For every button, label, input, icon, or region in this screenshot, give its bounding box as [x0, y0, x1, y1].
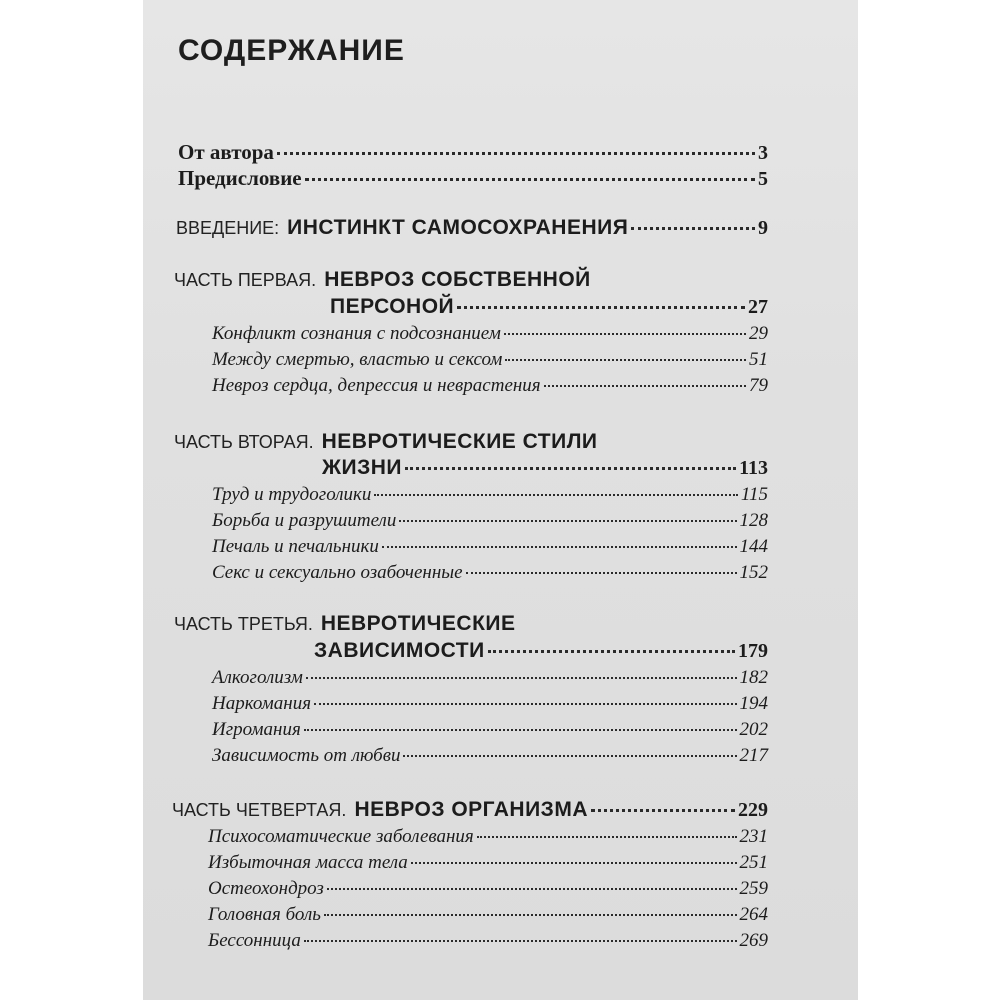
chapter-label: Между смертью, властью и сексом	[212, 349, 503, 370]
part-heading-line2	[322, 456, 768, 480]
leader-dots	[314, 703, 736, 705]
toc-entry-page: 27	[748, 296, 768, 318]
chapter-entry	[212, 375, 768, 397]
chapter-entry	[212, 745, 768, 767]
leader-dots	[488, 650, 735, 653]
chapter-page: 217	[739, 745, 768, 766]
leader-dots	[382, 546, 737, 548]
chapter-label: Бессонница	[208, 930, 301, 951]
chapter-label: Секс и сексуально озабоченные	[212, 562, 463, 583]
chapter-page: 51	[749, 349, 768, 370]
chapter-label: Конфликт сознания с подсознанием	[212, 323, 501, 344]
chapter-entry	[212, 536, 768, 558]
chapter-entry	[212, 349, 768, 371]
section-prefix: ЧАСТЬ ЧЕТВЕРТАЯ.	[172, 800, 347, 820]
chapter-label: Невроз сердца, депрессия и неврастения	[212, 375, 541, 396]
toc-entry-author	[178, 140, 768, 165]
toc-entry-label: От автора	[178, 140, 274, 164]
leader-dots	[405, 467, 736, 470]
section-title-line1: НЕВРОЗ СОБСТВЕННОЙ	[324, 268, 591, 291]
leader-dots	[374, 494, 738, 496]
chapter-page: 79	[749, 375, 768, 396]
toc-entry-preface	[178, 166, 768, 191]
chapter-entry	[212, 323, 768, 345]
section-title: НЕВРОЗ ОРГАНИЗМА	[354, 798, 588, 821]
page-title: СОДЕРЖАНИЕ	[178, 34, 405, 67]
part-heading	[174, 268, 591, 292]
part-heading	[174, 612, 516, 636]
leader-dots	[327, 888, 737, 890]
toc-entry-page: 3	[758, 142, 768, 164]
toc-entry-introduction	[176, 216, 768, 240]
chapter-label: Борьба и разрушители	[212, 510, 397, 531]
toc-entry-label: Предисловие	[178, 166, 302, 190]
section-title-line1: НЕВРОТИЧЕСКИЕ	[320, 612, 516, 635]
leader-dots	[403, 755, 736, 757]
leader-dots	[504, 333, 746, 335]
leader-dots	[306, 677, 737, 679]
chapter-label: Игромания	[212, 719, 301, 740]
chapter-label: Труд и трудоголики	[212, 484, 372, 505]
chapter-page: 202	[739, 719, 768, 740]
section-prefix: ЧАСТЬ ТРЕТЬЯ.	[174, 614, 313, 634]
chapter-label: Наркомания	[212, 693, 312, 714]
chapter-page: 264	[739, 904, 768, 925]
toc-entry-page: 113	[739, 457, 768, 479]
toc-entry-page: 5	[758, 168, 768, 190]
chapter-page: 231	[739, 826, 768, 847]
chapter-page: 144	[739, 536, 768, 557]
chapter-entry	[208, 878, 768, 900]
toc-entry-page: 179	[738, 640, 768, 662]
leader-dots	[399, 520, 736, 522]
chapter-label: Психосоматические заболевания	[208, 826, 474, 847]
chapter-entry	[208, 904, 768, 926]
chapter-label: Зависимость от любви	[212, 745, 401, 766]
chapter-page: 152	[739, 562, 768, 583]
chapter-entry	[208, 826, 768, 848]
leader-dots	[631, 227, 755, 230]
leader-dots	[505, 359, 746, 361]
part-heading	[172, 798, 768, 822]
part-heading	[174, 430, 598, 454]
leader-dots	[324, 914, 737, 916]
chapter-page: 194	[739, 693, 768, 714]
chapter-page: 269	[739, 930, 768, 951]
chapter-entry	[212, 484, 768, 506]
leader-dots	[277, 152, 755, 155]
leader-dots	[591, 809, 735, 812]
leader-dots	[544, 385, 746, 387]
chapter-label: Головная боль	[208, 904, 321, 925]
section-title-line2: ПЕРСОНОЙ	[330, 295, 455, 318]
leader-dots	[411, 862, 737, 864]
chapter-entry	[212, 510, 768, 532]
leader-dots	[466, 572, 737, 574]
toc-entry-page: 229	[738, 799, 768, 821]
chapter-label: Алкоголизм	[212, 667, 303, 688]
chapter-entry	[212, 719, 768, 741]
section-prefix: ЧАСТЬ ВТОРАЯ.	[174, 432, 314, 452]
chapter-label: Избыточная масса тела	[208, 852, 408, 873]
section-title: ИНСТИНКТ САМОСОХРАНЕНИЯ	[287, 216, 629, 239]
leader-dots	[457, 306, 745, 309]
chapter-page: 259	[739, 878, 768, 899]
chapter-page: 251	[739, 852, 768, 873]
section-title-line1: НЕВРОТИЧЕСКИЕ СТИЛИ	[321, 430, 598, 453]
leader-dots	[477, 836, 737, 838]
section-prefix: ЧАСТЬ ПЕРВАЯ.	[174, 270, 317, 290]
chapter-entry	[212, 667, 768, 689]
leader-dots	[305, 178, 755, 181]
section-prefix: ВВЕДЕНИЕ:	[176, 218, 280, 238]
chapter-entry	[208, 852, 768, 874]
chapter-entry	[208, 930, 768, 952]
section-title-line2: ЗАВИСИМОСТИ	[314, 639, 485, 662]
chapter-entry	[212, 562, 768, 584]
chapter-page: 128	[739, 510, 768, 531]
chapter-entry	[212, 693, 768, 715]
chapter-label: Остеохондроз	[208, 878, 324, 899]
part-heading-line2	[330, 295, 768, 319]
section-title-line2: ЖИЗНИ	[322, 456, 402, 479]
leader-dots	[304, 940, 737, 942]
chapter-label: Печаль и печальники	[212, 536, 379, 557]
chapter-page: 182	[739, 667, 768, 688]
toc-entry-page: 9	[758, 217, 768, 239]
chapter-page: 115	[740, 484, 768, 505]
part-heading-line2	[314, 639, 768, 663]
leader-dots	[304, 729, 737, 731]
chapter-page: 29	[749, 323, 768, 344]
